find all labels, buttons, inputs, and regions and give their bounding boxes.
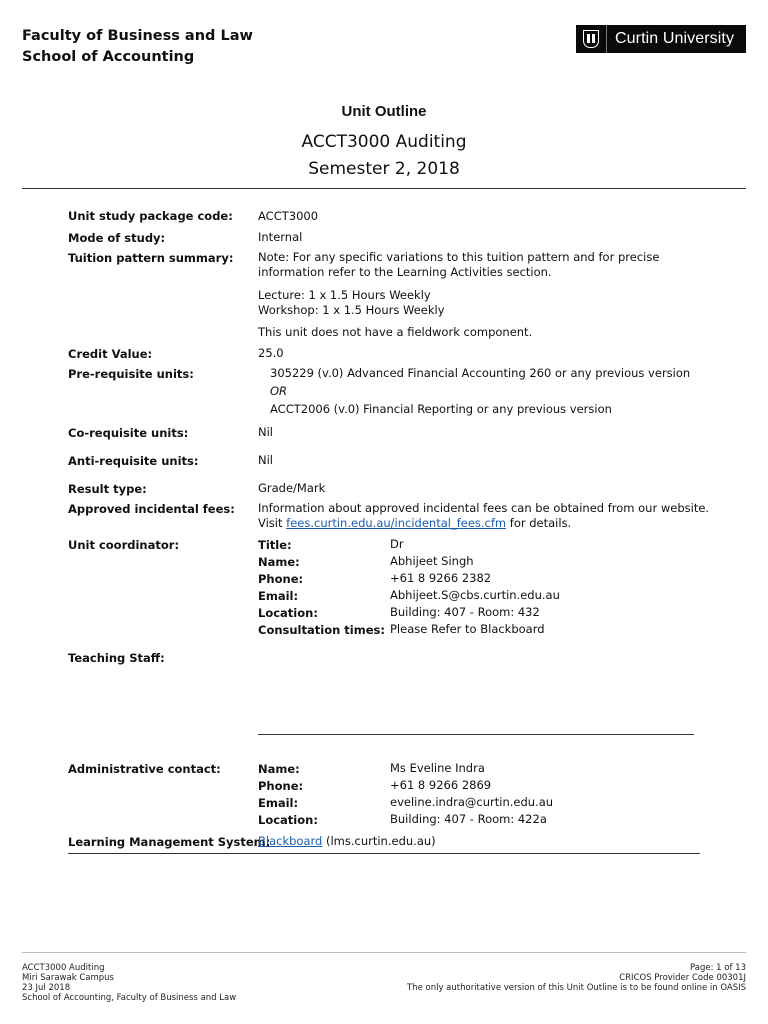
divider-top (22, 188, 746, 189)
result-value: Grade/Mark (258, 481, 326, 495)
prereq-1: 305229 (v.0) Advanced Financial Accounting 260 or any previous version (270, 366, 691, 380)
coord-title-value: Dr (390, 537, 404, 551)
coordinator-label: Unit coordinator: (68, 538, 180, 552)
coord-name-value: Abhijeet Singh (390, 554, 474, 568)
footer-date: 23 Jul 2018 (22, 983, 71, 993)
fees-visit-text: Visit (258, 516, 287, 530)
fees-link[interactable]: fees.curtin.edu.au/incidental_fees.cfm (286, 516, 507, 530)
fees-after-text: for details. (506, 516, 572, 530)
coord-location-value: Building: 407 - Room: 432 (390, 605, 540, 619)
footer-left (22, 963, 236, 1003)
prereq-label: Pre-requisite units: (68, 367, 194, 381)
antireq-value: Nil (258, 453, 273, 467)
unit-title: ACCT3000 Auditing (301, 132, 467, 152)
faculty-header (22, 26, 253, 68)
admin-name-value: Ms Eveline Indra (390, 761, 485, 775)
coord-location-label: Location: (258, 606, 318, 620)
footer-right (407, 963, 746, 993)
divider-end (68, 853, 700, 854)
fees-line-2 (258, 516, 571, 531)
admin-location-label: Location: (258, 813, 318, 827)
crest-icon (576, 25, 607, 53)
page-heading: Unit Outline (341, 103, 427, 120)
fees-line-1: Information about approved incidental fees can be obtained from our website. (258, 501, 710, 515)
footer-cricos: CRICOS Provider Code 00301J (619, 973, 746, 983)
credit-value: 25.0 (258, 346, 284, 360)
mode-label: Mode of study: (68, 231, 166, 245)
credit-label: Credit Value: (68, 347, 153, 361)
tuition-label: Tuition pattern summary: (68, 251, 234, 265)
lms-label: Learning Management System: (68, 835, 271, 849)
antireq-label: Anti-requisite units: (68, 454, 199, 468)
footer-school: School of Accounting, Faculty of Business and Law (22, 993, 237, 1003)
coord-phone-label: Phone: (258, 572, 304, 586)
admin-label: Administrative contact: (68, 762, 221, 776)
coord-consult-label: Consultation times: (258, 623, 385, 637)
curtin-logo (576, 25, 746, 53)
school-name: School of Accounting (22, 49, 195, 65)
admin-email-label: Email: (258, 796, 299, 810)
study-package-label: Unit study package code: (68, 209, 233, 223)
fees-label: Approved incidental fees: (68, 502, 235, 516)
study-package-value: ACCT3000 (258, 209, 319, 223)
fieldwork-note: This unit does not have a fieldwork component. (258, 325, 533, 339)
prereq-2: ACCT2006 (v.0) Financial Reporting or any previous version (270, 402, 612, 416)
semester-title: Semester 2, 2018 (308, 159, 460, 179)
lms-url-text: (lms.curtin.edu.au) (322, 834, 436, 848)
admin-email-value: eveline.indra@curtin.edu.au (390, 795, 554, 809)
coord-name-label: Name: (258, 555, 300, 569)
workshop-pattern: Workshop: 1 x 1.5 Hours Weekly (258, 303, 445, 317)
faculty-name: Faculty of Business and Law (22, 28, 253, 44)
coreq-label: Co-requisite units: (68, 426, 189, 440)
tuition-note-1: Note: For any specific variations to this tuition pattern and for precise (258, 250, 660, 264)
coord-title-label: Title: (258, 538, 292, 552)
coreq-value: Nil (258, 425, 273, 439)
blackboard-link[interactable]: Blackboard (258, 834, 323, 848)
mode-value: Internal (258, 230, 303, 244)
admin-name-label: Name: (258, 762, 300, 776)
footer-unit: ACCT3000 Auditing (22, 963, 105, 973)
coord-email-value: Abhijeet.S@cbs.curtin.edu.au (390, 588, 560, 602)
result-label: Result type: (68, 482, 147, 496)
admin-phone-label: Phone: (258, 779, 304, 793)
lecture-pattern: Lecture: 1 x 1.5 Hours Weekly (258, 288, 431, 302)
logo-text: Curtin University (615, 30, 735, 47)
admin-location-value: Building: 407 - Room: 422a (390, 812, 547, 826)
footer-campus: Miri Sarawak Campus (22, 973, 114, 983)
tuition-note-2: information refer to the Learning Activities section. (258, 265, 552, 279)
footer-divider (22, 952, 746, 953)
coord-phone-value: +61 8 9266 2382 (390, 571, 492, 585)
teaching-staff-label: Teaching Staff: (68, 651, 165, 665)
coord-consult-value: Please Refer to Blackboard (390, 622, 545, 636)
footer-authority: The only authoritative version of this Unit Outline is to be found online in OASIS (406, 983, 746, 993)
divider-teaching (258, 734, 694, 735)
lms-value (258, 834, 436, 849)
prereq-or: OR (270, 384, 288, 398)
admin-phone-value: +61 8 9266 2869 (390, 778, 492, 792)
footer-page: Page: 1 of 13 (690, 963, 746, 973)
coord-email-label: Email: (258, 589, 299, 603)
